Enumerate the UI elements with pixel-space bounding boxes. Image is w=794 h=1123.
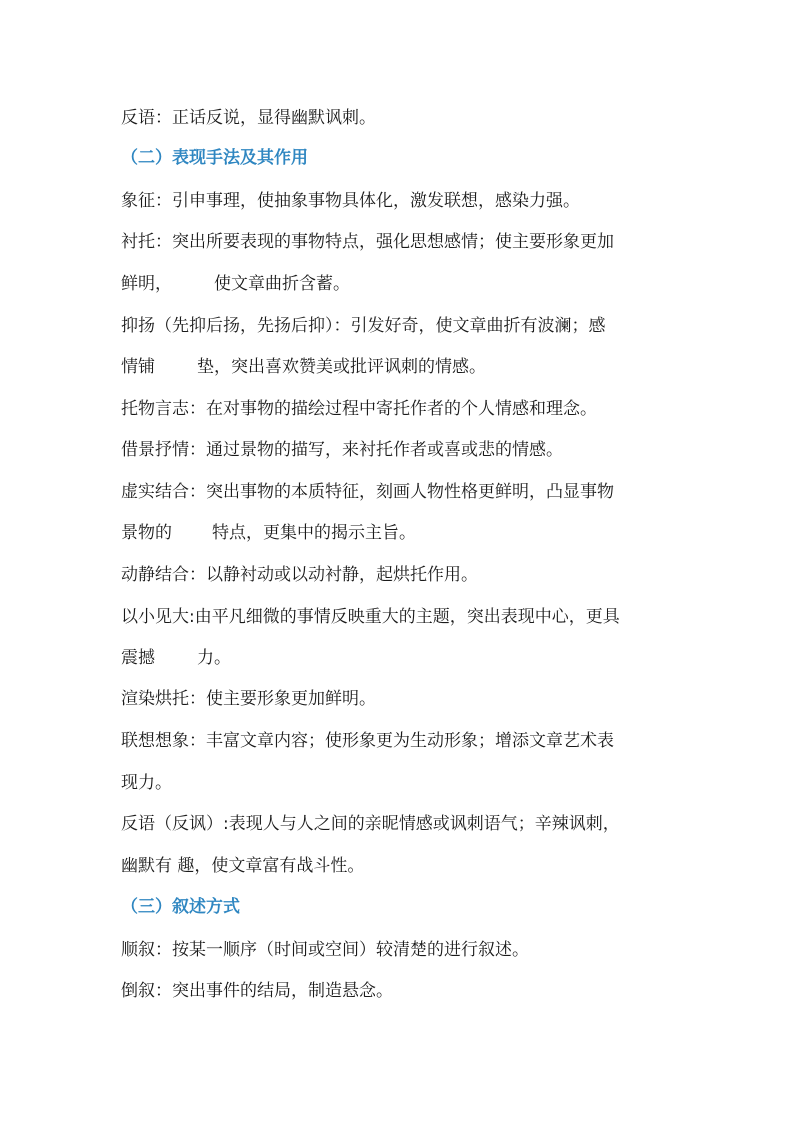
paragraph-line: [121, 274, 350, 294]
line-segment: 震撼: [121, 648, 155, 668]
paragraph-line: 现力。: [121, 773, 172, 793]
paragraph-line: [121, 648, 231, 668]
paragraph-line: [121, 523, 416, 543]
paragraph-line: 虚实结合：突出事物的本质特征，刻画人物性格更鲜明，凸显事物: [121, 482, 614, 502]
line-segment: 鲜明，: [121, 274, 172, 294]
line-segment: 使文章曲折含蓄。: [214, 274, 350, 294]
line-segment: 力。: [197, 648, 231, 668]
paragraph-line: 幽默有 趣，使文章富有战斗性。: [121, 856, 365, 876]
section-heading: （三）叙述方式: [121, 897, 240, 917]
paragraph-line: [121, 357, 486, 377]
line-segment: 景物的: [121, 523, 172, 543]
paragraph-line: 衬托：突出所要表现的事物特点，强化思想感情；使主要形象更加: [121, 232, 614, 252]
line-segment: 垫，突出喜欢赞美或批评讽刺的情感。: [197, 357, 486, 377]
paragraph-line: 托物言志：在对事物的描绘过程中寄托作者的个人情感和理念。: [121, 399, 597, 419]
paragraph-line: 联想想象：丰富文章内容；使形象更为生动形象；增添文章艺术表: [121, 731, 614, 751]
paragraph-line: 渲染烘托：使主要形象更加鲜明。: [121, 689, 376, 709]
paragraph-line: 借景抒情：通过景物的描写，来衬托作者或喜或悲的情感。: [121, 440, 563, 460]
paragraph-line: 倒叙：突出事件的结局，制造悬念。: [121, 981, 393, 1001]
paragraph-line: 动静结合：以静衬动或以动衬静，起烘托作用。: [121, 565, 478, 585]
line-segment: 特点，更集中的揭示主旨。: [212, 523, 416, 543]
paragraph-line: 以小见大:由平凡细微的事情反映重大的主题，突出表现中心，更具: [121, 607, 620, 627]
paragraph-line: 反语（反讽）:表现人与人之间的亲昵情感或讽刺语气；辛辣讽刺，: [121, 814, 620, 834]
paragraph-line: 反语：正话反说，显得幽默讽刺。: [121, 108, 376, 128]
paragraph-line: 象征：引申事理，使抽象事物具体化，激发联想，感染力强。: [121, 191, 580, 211]
paragraph-line: 抑扬（先抑后扬，先扬后抑）：引发好奇，使文章曲折有波澜；感: [121, 316, 606, 336]
line-segment: 情铺: [121, 357, 155, 377]
paragraph-line: 顺叙：按某一顺序（时间或空间）较清楚的进行叙述。: [121, 940, 529, 960]
section-heading: （二）表现手法及其作用: [121, 148, 308, 168]
